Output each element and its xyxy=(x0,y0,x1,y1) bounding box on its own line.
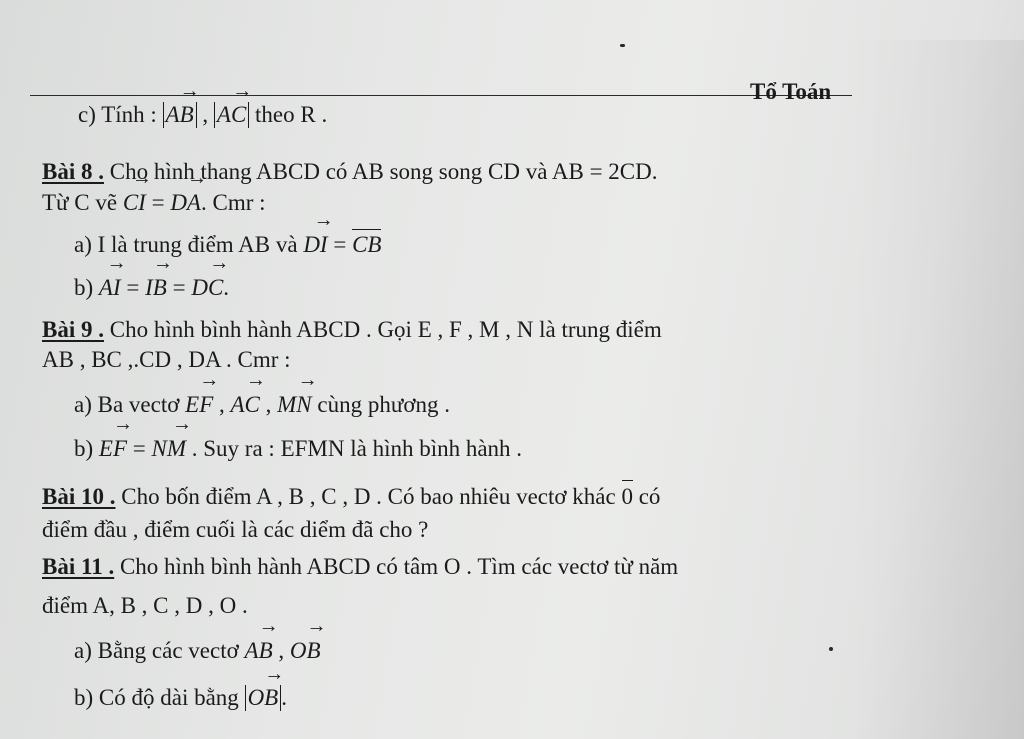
abs-ab xyxy=(163,102,197,128)
bai9-line2: AB , BC ,.CD , DA . Cmr : xyxy=(42,347,291,372)
department-label: Tổ Toán xyxy=(750,79,832,104)
vector-ef: EF → xyxy=(99,435,127,463)
separator: , xyxy=(265,392,272,417)
vector-ac: AC → xyxy=(231,391,260,419)
vector-ab: AB → xyxy=(166,102,194,128)
part-c-line xyxy=(78,101,327,129)
bai11-b-prefix: b) Có độ dài bằng xyxy=(74,685,239,710)
vector-da: DA → xyxy=(170,189,201,217)
abs-ac xyxy=(214,102,249,128)
header-rule xyxy=(30,95,852,96)
segment-cb-label: CB xyxy=(352,232,382,257)
bai10-line2: điểm đầu , điểm cuối là các diểm đã cho ? xyxy=(42,517,429,542)
bai8-a-prefix: a) I là trung điểm AB và xyxy=(74,232,298,257)
segment-cb xyxy=(352,231,381,259)
period: . xyxy=(281,685,287,710)
separator: , xyxy=(278,638,285,663)
bai11-line1 xyxy=(42,553,678,581)
bai9-part-b xyxy=(74,435,522,463)
vector-ab: AB → xyxy=(245,637,273,665)
equals: = xyxy=(126,275,140,300)
vector-ob: OB → xyxy=(248,685,279,711)
vector-ob: OB → xyxy=(290,637,321,665)
bai10-text1-end: có xyxy=(638,484,661,509)
abs-ob xyxy=(245,685,282,711)
bai9-text1: Cho hình bình hành ABCD . Gọi E , F , M , N là trung điểm xyxy=(109,317,662,342)
vector-ac: AC → xyxy=(217,102,246,128)
bai11-text1: Cho hình bình hành ABCD có tâm O . Tìm các vectơ từ năm xyxy=(119,554,679,579)
zero-vector-label: 0 xyxy=(621,484,633,509)
vector-di: DI → xyxy=(303,231,327,259)
equals: = xyxy=(132,436,146,461)
part-c-suffix: theo R . xyxy=(255,102,328,127)
bai10-line1 xyxy=(42,483,660,511)
bai9-a-suffix: cùng phương . xyxy=(317,392,450,417)
bai8-line2-suffix: . Cmr : xyxy=(200,190,266,215)
bai10-text1: Cho bốn điểm A , B , C , D . Có bao nhiêu vectơ khác xyxy=(121,484,616,509)
bai11-a-prefix: a) Bằng các vectơ xyxy=(74,638,239,663)
vector-ef: EF → xyxy=(185,391,213,419)
period: . xyxy=(223,275,230,300)
bai9-b-prefix: b) xyxy=(74,436,94,461)
bai8-line2-prefix: Từ C vẽ xyxy=(42,190,118,215)
bai8-text1: Cho hình thang ABCD có AB song song CD và AB = 2CD. xyxy=(109,159,658,184)
zero-vector xyxy=(621,483,633,511)
part-c-prefix: c) Tính : xyxy=(78,102,157,127)
bai8-title: Bài 8 . xyxy=(42,159,104,184)
bai9-title: Bài 9 . xyxy=(42,317,104,342)
equals: = xyxy=(151,190,165,215)
vector-ai: AI → xyxy=(99,274,121,302)
bai9-b-suffix: . Suy ra : EFMN là hình bình hành . xyxy=(191,436,523,461)
bai9-line1 xyxy=(42,316,662,344)
bai9-a-prefix: a) Ba vectơ xyxy=(74,392,180,417)
vector-nm: NM → xyxy=(152,435,187,463)
ink-dot xyxy=(829,647,833,651)
equals: = xyxy=(172,275,186,300)
bai11-part-a xyxy=(74,637,321,665)
vector-ci: CI → xyxy=(123,189,146,217)
equals: = xyxy=(333,232,347,257)
vector-dc: DC → xyxy=(191,274,223,302)
paper-shadow xyxy=(850,40,1024,739)
vector-mn: MN → xyxy=(277,391,312,419)
separator: , xyxy=(219,392,225,417)
bai11-part-b xyxy=(74,684,287,712)
ink-mark xyxy=(620,44,625,47)
bai10-title: Bài 10 . xyxy=(42,484,116,509)
bai11-title: Bài 11 . xyxy=(42,554,115,579)
bai8-b-prefix: b) xyxy=(74,275,94,300)
bai11-line2: điểm A, B , C , D , O . xyxy=(42,593,248,618)
vector-ib: IB → xyxy=(145,274,167,302)
bai8-line2 xyxy=(42,189,266,217)
bai8-part-b xyxy=(74,274,229,302)
separator: , xyxy=(202,102,209,127)
